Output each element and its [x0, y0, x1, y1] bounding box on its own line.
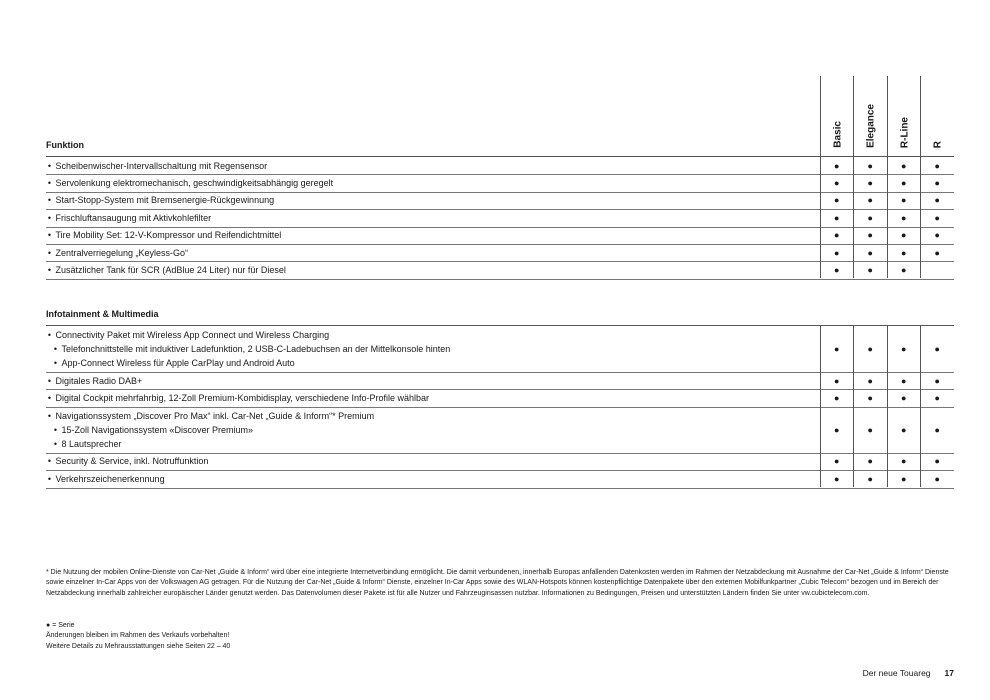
availability-mark-basic: ●: [834, 178, 840, 189]
row-label: [46, 211, 820, 225]
availability-mark-elegance: ●: [867, 456, 873, 467]
row-label: [46, 409, 820, 451]
row-label: [46, 391, 820, 405]
bullet-icon: •: [47, 247, 52, 258]
row-label: [46, 472, 820, 486]
row-text: Start-Stopp-System mit Bremsenergie-Rückgewinnung: [53, 195, 275, 206]
availability-mark-r: ●: [934, 230, 940, 241]
availability-mark-r-line: ●: [901, 160, 907, 171]
availability-mark-basic: ●: [834, 393, 840, 404]
availability-mark-r-line: ●: [901, 178, 907, 189]
row-text: Zusätzlicher Tank für SCR (AdBlue 24 Liter) nur für Diesel: [53, 265, 286, 276]
column-divider: [820, 325, 821, 487]
availability-mark-r: ●: [934, 393, 940, 404]
footnote: * Die Nutzung der mobilen Online-Dienste von Car-Net „Guide & Inform“ wird über eine integrierte Internetverbindung ermöglicht. Die damit verbundenen, innerhalb Europas anfallenden Datenkosten werden im Rahmen der Netzabdeckung mit Ausnahme der Car-Net „Guide & Inform“ Dienste sowie einzelner In-Car Apps von der Volkswagen AG getragen. Für die Nutzung der Car-Net „Guide & Inform“ Dienste, einzelner In-Car Apps sowie des WLAN-Hotspots können kostenpflichtige Datenpakete über den externen Mobilfunkpartner „Cubic Telecom“ bezogen und im Bereich der Netzabdeckung innerhalb zahlreicher europäischer Länder genutzt werden. Das Datenvolumen dieser Pakete ist für alle Nutzer und Fahrzeuginsassen nutzbar. Informationen zu Bedingungen, Preisen und unterstützten Ländern finden Sie unter vw.cubictelecom.com.: [46, 569, 949, 597]
availability-mark-r-line: ●: [901, 375, 907, 386]
row-label: [46, 263, 820, 277]
row-label: [46, 228, 820, 242]
column-divider: [887, 154, 888, 278]
column-divider: [853, 154, 854, 278]
bullet-icon: •: [47, 160, 52, 171]
bullet-icon: •: [47, 330, 52, 340]
availability-mark-basic: ●: [834, 424, 840, 435]
availability-mark-r-line: ●: [901, 456, 907, 467]
bullet-icon: •: [53, 438, 58, 449]
availability-mark-basic: ●: [834, 195, 840, 206]
bullet-icon: •: [53, 344, 58, 354]
legend-details: Weitere Details zu Mehrausstattungen siehe Seiten 22 – 40: [46, 642, 231, 650]
row-text: Tire Mobility Set: 12-V-Kompressor und Reifendichtmittel: [53, 230, 282, 241]
bullet-icon: •: [47, 393, 52, 404]
availability-mark-elegance: ●: [867, 230, 873, 241]
row-text: Connectivity Paket mit Wireless App Connect und Wireless Charging: [53, 330, 330, 340]
availability-mark-basic: ●: [834, 247, 840, 258]
availability-mark-r-line: ●: [901, 230, 907, 241]
availability-mark-basic: ●: [834, 344, 840, 354]
availability-mark-r: ●: [934, 344, 940, 354]
availability-mark-r-line: ●: [901, 195, 907, 206]
row-label: [46, 374, 820, 388]
bullet-icon: •: [47, 178, 52, 189]
table-row: [46, 407, 954, 454]
column-divider: [887, 325, 888, 487]
column-header-basic: Basic: [820, 76, 854, 156]
footer-title: Der neue Touareg: [862, 668, 931, 678]
row-text: Security & Service, inkl. Notruffunktion: [53, 456, 209, 467]
table-row: [46, 389, 954, 407]
row-label: [46, 454, 820, 468]
section-title-funktion: Funktion: [46, 140, 84, 150]
legend: [46, 621, 230, 652]
availability-mark-r-line: ●: [901, 247, 907, 258]
availability-mark-r: ●: [934, 212, 940, 223]
row-label: [46, 193, 820, 207]
table-row: [46, 453, 954, 471]
availability-mark-elegance: ●: [867, 178, 873, 189]
row-text: Digitales Radio DAB+: [53, 375, 143, 386]
column-divider: [920, 154, 921, 278]
availability-mark-r: ●: [934, 424, 940, 435]
availability-mark-r-line: ●: [901, 424, 907, 435]
availability-mark-r: ●: [934, 178, 940, 189]
page-footer: [863, 668, 954, 678]
row-text: Navigationssystem „Discover Pro Max“ inkl. Car-Net „Guide & Inform“* Premium: [53, 410, 375, 421]
row-text: Frischluftansaugung mit Aktivkohlefilter: [53, 212, 212, 223]
availability-mark-r-line: ●: [901, 393, 907, 404]
legend-changes: Änderungen bleiben im Rahmen des Verkaufs vorbehalten!: [46, 632, 230, 640]
bullet-icon: •: [47, 410, 52, 421]
bullet-icon: •: [47, 212, 52, 223]
row-text: Scheibenwischer-Intervallschaltung mit Regensensor: [53, 160, 268, 171]
row-label: [46, 328, 820, 370]
table-row: [46, 261, 954, 279]
availability-mark-elegance: ●: [867, 424, 873, 435]
table-row: [46, 157, 954, 175]
availability-mark-elegance: ●: [867, 344, 873, 354]
bullet-icon: •: [47, 265, 52, 276]
availability-mark-elegance: ●: [867, 473, 873, 484]
table-row: [46, 470, 954, 488]
availability-mark-basic: ●: [834, 212, 840, 223]
availability-mark-r: ●: [934, 195, 940, 206]
table-row: [46, 192, 954, 210]
availability-mark-r: ●: [934, 375, 940, 386]
row-label: [46, 246, 820, 260]
availability-mark-elegance: ●: [867, 265, 873, 276]
availability-mark-elegance: ●: [867, 160, 873, 171]
availability-mark-r: ●: [934, 456, 940, 467]
availability-mark-r: ●: [934, 160, 940, 171]
section-title-infotainment: Infotainment & Multimedia: [46, 309, 159, 319]
availability-mark-basic: ●: [834, 160, 840, 171]
row-text: Telefonchnittstelle mit induktiver Ladefunktion, 2 USB-C-Ladebuchsen an der Mittelkonsole hinten: [59, 344, 451, 354]
column-divider: [820, 154, 821, 278]
availability-mark-r: ●: [934, 247, 940, 258]
availability-mark-elegance: ●: [867, 247, 873, 258]
table-row: [46, 326, 954, 373]
row-label: [46, 159, 820, 173]
availability-mark-r-line: ●: [901, 473, 907, 484]
column-header-elegance: Elegance: [853, 76, 887, 156]
bullet-icon: •: [47, 375, 52, 386]
availability-mark-elegance: ●: [867, 375, 873, 386]
row-text: App-Connect Wireless für Apple CarPlay und Android Auto: [59, 358, 295, 368]
row-text: 15-Zoll Navigationssystem «Discover Premium»: [59, 424, 254, 435]
availability-mark-r-line: ●: [901, 344, 907, 354]
availability-mark-r-line: ●: [901, 212, 907, 223]
bullet-icon: •: [47, 195, 52, 206]
bullet-icon: •: [47, 230, 52, 241]
availability-mark-elegance: ●: [867, 195, 873, 206]
row-text: Digital Cockpit mehrfahrbig, 12-Zoll Premium-Kombidisplay, verschiedene Info-Profile wählbar: [53, 393, 429, 404]
availability-mark-r: ●: [934, 473, 940, 484]
table-row: [46, 209, 954, 227]
row-text: Zentralverriegelung „Keyless-Go“: [53, 247, 189, 258]
table-row: [46, 372, 954, 390]
bullet-icon: •: [53, 424, 58, 435]
row-text: Verkehrszeichenerkennung: [53, 473, 165, 484]
row-text: 8 Lautsprecher: [59, 438, 122, 449]
row-label: [46, 176, 820, 190]
table-row: [46, 174, 954, 192]
availability-mark-elegance: ●: [867, 393, 873, 404]
legend-serie: ● = Serie: [46, 622, 75, 629]
availability-mark-basic: ●: [834, 456, 840, 467]
column-divider: [920, 325, 921, 487]
bullet-icon: •: [47, 456, 52, 467]
availability-mark-r-line: ●: [901, 265, 907, 276]
availability-mark-basic: ●: [834, 230, 840, 241]
column-header-r: R: [920, 76, 954, 156]
availability-mark-basic: ●: [834, 375, 840, 386]
page-number: 17: [944, 668, 954, 678]
availability-mark-basic: ●: [834, 473, 840, 484]
table-row: [46, 244, 954, 262]
column-header-r-line: R-Line: [887, 76, 921, 156]
row-text: Servolenkung elektromechanisch, geschwindigkeitsabhängig geregelt: [53, 178, 334, 189]
column-divider: [853, 325, 854, 487]
availability-mark-basic: ●: [834, 265, 840, 276]
bullet-icon: •: [47, 473, 52, 484]
table-row: [46, 227, 954, 245]
bullet-icon: •: [53, 358, 58, 368]
availability-mark-r: [921, 265, 955, 275]
availability-mark-elegance: ●: [867, 212, 873, 223]
